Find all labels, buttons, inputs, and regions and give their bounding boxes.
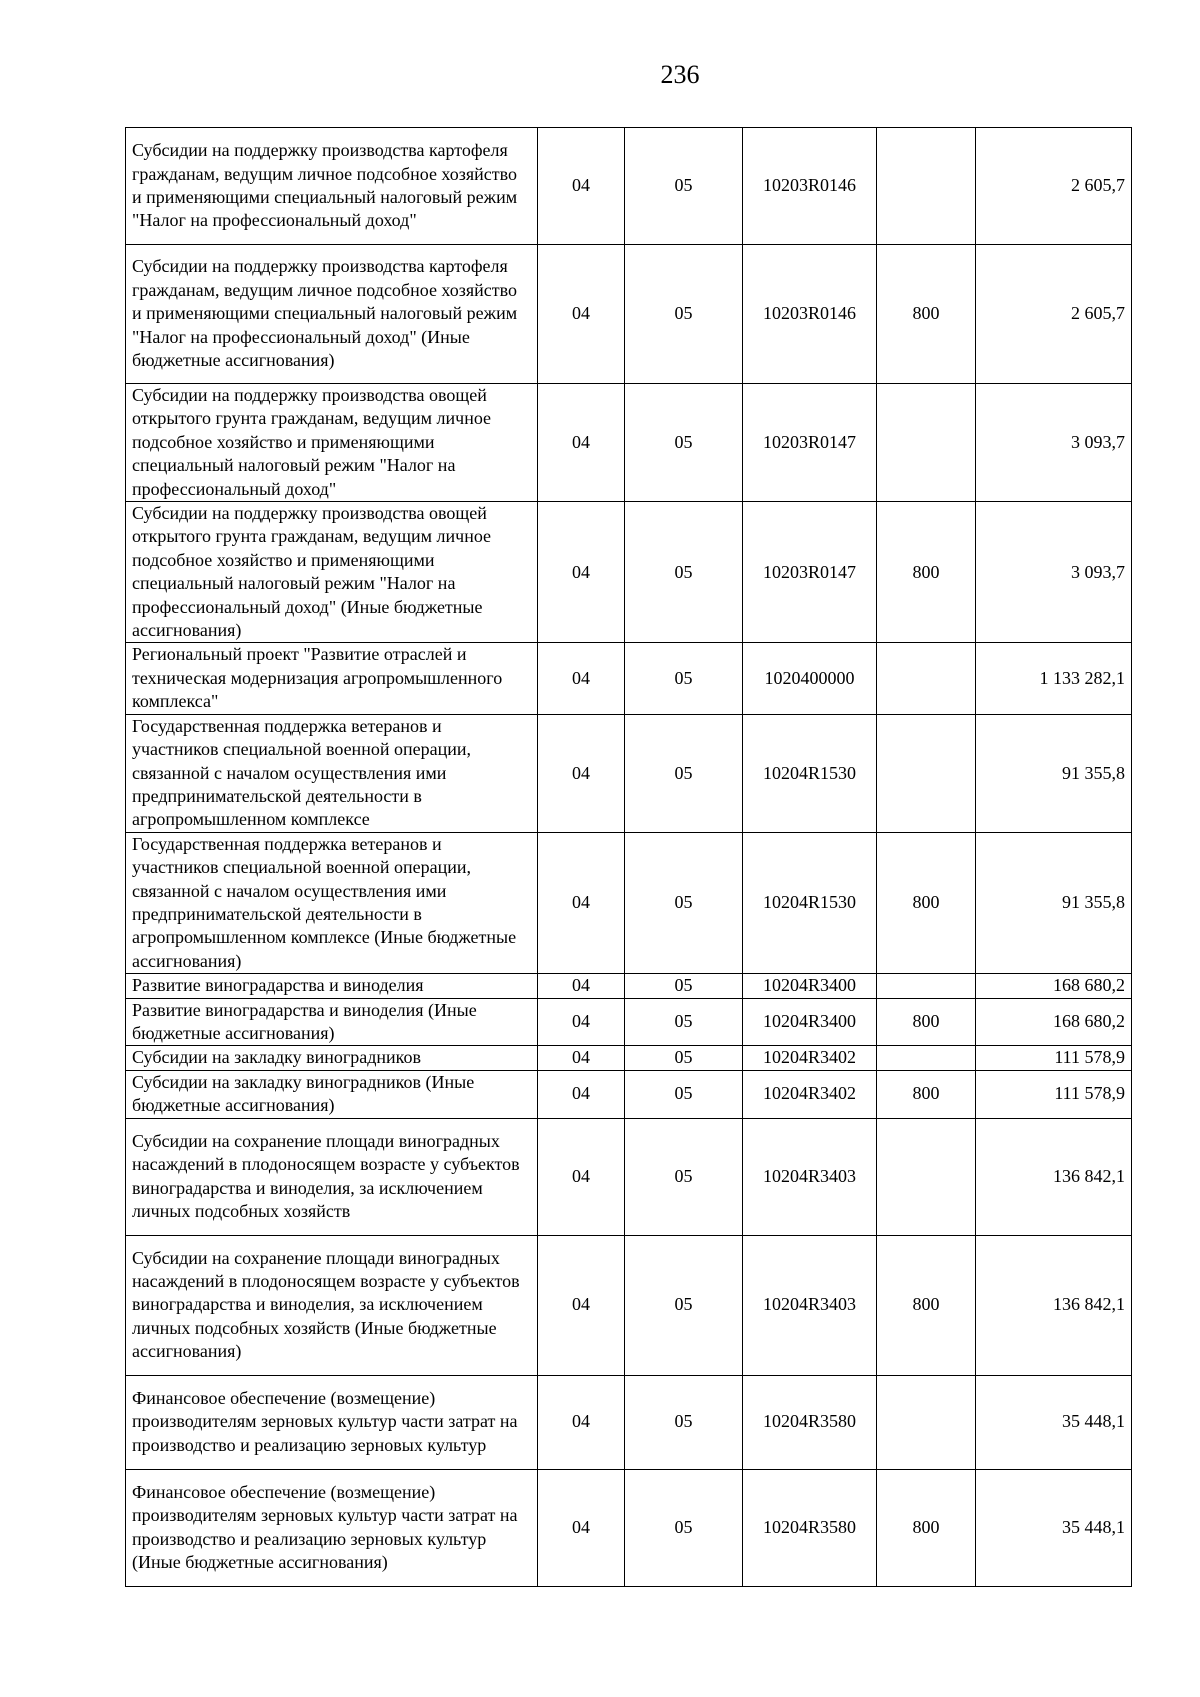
row-section-code: 04 bbox=[538, 974, 625, 998]
table-row bbox=[126, 643, 1132, 714]
row-target-article-code: 10204R3400 bbox=[743, 974, 877, 998]
row-target-article-code: 10204R3403 bbox=[743, 1118, 877, 1235]
row-expense-type-code bbox=[877, 1375, 976, 1469]
row-target-article-code: 10203R0147 bbox=[743, 502, 877, 643]
row-subsection-code: 05 bbox=[625, 714, 743, 832]
row-description: Государственная поддержка ветеранов и участников специальной военной операции, связанной с началом осуществления ими предпринимательской деятельности в агропромышленном комплексе bbox=[126, 714, 538, 832]
row-amount: 168 680,2 bbox=[976, 974, 1132, 998]
row-subsection-code: 05 bbox=[625, 832, 743, 973]
row-subsection-code: 05 bbox=[625, 974, 743, 998]
budget-table-body bbox=[126, 128, 1132, 1587]
row-description: Субсидии на поддержку производства картофеля гражданам, ведущим личное подсобное хозяйство и применяющими специальный налоговый режим "Налог на профессиональный доход" bbox=[126, 128, 538, 245]
table-row bbox=[126, 832, 1132, 973]
row-description: Субсидии на поддержку производства овощей открытого грунта гражданам, ведущим личное подсобное хозяйство и применяющими специальный налоговый режим "Налог на профессиональный доход" bbox=[126, 384, 538, 502]
row-description: Развитие виноградарства и виноделия bbox=[126, 974, 538, 998]
row-expense-type-code: 800 bbox=[877, 245, 976, 384]
row-section-code: 04 bbox=[538, 245, 625, 384]
row-target-article-code: 10203R0146 bbox=[743, 128, 877, 245]
row-description: Субсидии на сохранение площади виноградных насаждений в плодоносящем возрасте у субъектов виноградарства и виноделия, за исключением личных подсобных хозяйств (Иные бюджетные ассигнования) bbox=[126, 1235, 538, 1375]
table-row bbox=[126, 714, 1132, 832]
row-expense-type-code bbox=[877, 1118, 976, 1235]
row-subsection-code: 05 bbox=[625, 1469, 743, 1586]
row-expense-type-code: 800 bbox=[877, 1235, 976, 1375]
row-section-code: 04 bbox=[538, 502, 625, 643]
row-amount: 2 605,7 bbox=[976, 245, 1132, 384]
row-amount: 136 842,1 bbox=[976, 1235, 1132, 1375]
row-amount: 111 578,9 bbox=[976, 1046, 1132, 1070]
row-amount: 1 133 282,1 bbox=[976, 643, 1132, 714]
row-description: Государственная поддержка ветеранов и участников специальной военной операции, связанной с началом осуществления ими предпринимательской деятельности в агропромышленном комплексе (Иные бюджетные ассигнования) bbox=[126, 832, 538, 973]
row-subsection-code: 05 bbox=[625, 1235, 743, 1375]
table-row bbox=[126, 998, 1132, 1046]
row-section-code: 04 bbox=[538, 1046, 625, 1070]
table-row bbox=[126, 974, 1132, 998]
row-target-article-code: 10203R0146 bbox=[743, 245, 877, 384]
row-target-article-code: 10204R3580 bbox=[743, 1469, 877, 1586]
table-row bbox=[126, 1235, 1132, 1375]
row-section-code: 04 bbox=[538, 832, 625, 973]
table-row bbox=[126, 1118, 1132, 1235]
row-amount: 35 448,1 bbox=[976, 1469, 1132, 1586]
row-target-article-code: 10204R1530 bbox=[743, 832, 877, 973]
row-expense-type-code bbox=[877, 714, 976, 832]
row-target-article-code: 10203R0147 bbox=[743, 384, 877, 502]
row-subsection-code: 05 bbox=[625, 245, 743, 384]
row-expense-type-code: 800 bbox=[877, 998, 976, 1046]
row-section-code: 04 bbox=[538, 1070, 625, 1118]
row-amount: 136 842,1 bbox=[976, 1118, 1132, 1235]
row-target-article-code: 10204R3402 bbox=[743, 1070, 877, 1118]
row-section-code: 04 bbox=[538, 998, 625, 1046]
row-description: Региональный проект "Развитие отраслей и техническая модернизация агропромышленного комплекса" bbox=[126, 643, 538, 714]
row-target-article-code: 10204R1530 bbox=[743, 714, 877, 832]
row-description: Субсидии на сохранение площади виноградных насаждений в плодоносящем возрасте у субъектов виноградарства и виноделия, за исключением личных подсобных хозяйств bbox=[126, 1118, 538, 1235]
row-amount: 3 093,7 bbox=[976, 384, 1132, 502]
row-amount: 91 355,8 bbox=[976, 714, 1132, 832]
row-subsection-code: 05 bbox=[625, 1070, 743, 1118]
row-amount: 35 448,1 bbox=[976, 1375, 1132, 1469]
row-description: Финансовое обеспечение (возмещение) производителям зерновых культур части затрат на производство и реализацию зерновых культур bbox=[126, 1375, 538, 1469]
row-target-article-code: 1020400000 bbox=[743, 643, 877, 714]
table-row bbox=[126, 1046, 1132, 1070]
row-expense-type-code bbox=[877, 384, 976, 502]
row-section-code: 04 bbox=[538, 643, 625, 714]
table-row bbox=[126, 1375, 1132, 1469]
row-section-code: 04 bbox=[538, 1375, 625, 1469]
row-description: Финансовое обеспечение (возмещение) производителям зерновых культур части затрат на производство и реализацию зерновых культур (Иные бюджетные ассигнования) bbox=[126, 1469, 538, 1586]
row-amount: 91 355,8 bbox=[976, 832, 1132, 973]
row-subsection-code: 05 bbox=[625, 998, 743, 1046]
row-section-code: 04 bbox=[538, 1118, 625, 1235]
row-expense-type-code: 800 bbox=[877, 832, 976, 973]
row-description: Субсидии на поддержку производства картофеля гражданам, ведущим личное подсобное хозяйство и применяющими специальный налоговый режим "Налог на профессиональный доход" (Иные бюджетные ассигнования) bbox=[126, 245, 538, 384]
row-description: Развитие виноградарства и виноделия (Иные бюджетные ассигнования) bbox=[126, 998, 538, 1046]
row-subsection-code: 05 bbox=[625, 1118, 743, 1235]
row-target-article-code: 10204R3580 bbox=[743, 1375, 877, 1469]
row-expense-type-code bbox=[877, 1046, 976, 1070]
row-description: Субсидии на закладку виноградников (Иные бюджетные ассигнования) bbox=[126, 1070, 538, 1118]
row-expense-type-code: 800 bbox=[877, 1469, 976, 1586]
row-section-code: 04 bbox=[538, 1469, 625, 1586]
table-row bbox=[126, 384, 1132, 502]
row-subsection-code: 05 bbox=[625, 643, 743, 714]
row-expense-type-code: 800 bbox=[877, 502, 976, 643]
row-expense-type-code: 800 bbox=[877, 1070, 976, 1118]
table-row bbox=[126, 1070, 1132, 1118]
table-row bbox=[126, 128, 1132, 245]
table-row bbox=[126, 502, 1132, 643]
row-expense-type-code bbox=[877, 128, 976, 245]
row-description: Субсидии на закладку виноградников bbox=[126, 1046, 538, 1070]
row-target-article-code: 10204R3402 bbox=[743, 1046, 877, 1070]
row-subsection-code: 05 bbox=[625, 384, 743, 502]
row-target-article-code: 10204R3403 bbox=[743, 1235, 877, 1375]
row-description: Субсидии на поддержку производства овощей открытого грунта гражданам, ведущим личное подсобное хозяйство и применяющими специальный налоговый режим "Налог на профессиональный доход" (Иные бюджетные ассигнования) bbox=[126, 502, 538, 643]
row-subsection-code: 05 bbox=[625, 502, 743, 643]
row-section-code: 04 bbox=[538, 714, 625, 832]
row-amount: 111 578,9 bbox=[976, 1070, 1132, 1118]
row-subsection-code: 05 bbox=[625, 1375, 743, 1469]
row-subsection-code: 05 bbox=[625, 128, 743, 245]
row-subsection-code: 05 bbox=[625, 1046, 743, 1070]
row-section-code: 04 bbox=[538, 384, 625, 502]
row-expense-type-code bbox=[877, 643, 976, 714]
budget-table bbox=[125, 127, 1132, 1587]
page-number: 236 bbox=[660, 60, 700, 89]
row-amount: 2 605,7 bbox=[976, 128, 1132, 245]
row-expense-type-code bbox=[877, 974, 976, 998]
row-section-code: 04 bbox=[538, 128, 625, 245]
row-target-article-code: 10204R3400 bbox=[743, 998, 877, 1046]
row-amount: 168 680,2 bbox=[976, 998, 1132, 1046]
table-row bbox=[126, 245, 1132, 384]
row-section-code: 04 bbox=[538, 1235, 625, 1375]
row-amount: 3 093,7 bbox=[976, 502, 1132, 643]
table-row bbox=[126, 1469, 1132, 1586]
